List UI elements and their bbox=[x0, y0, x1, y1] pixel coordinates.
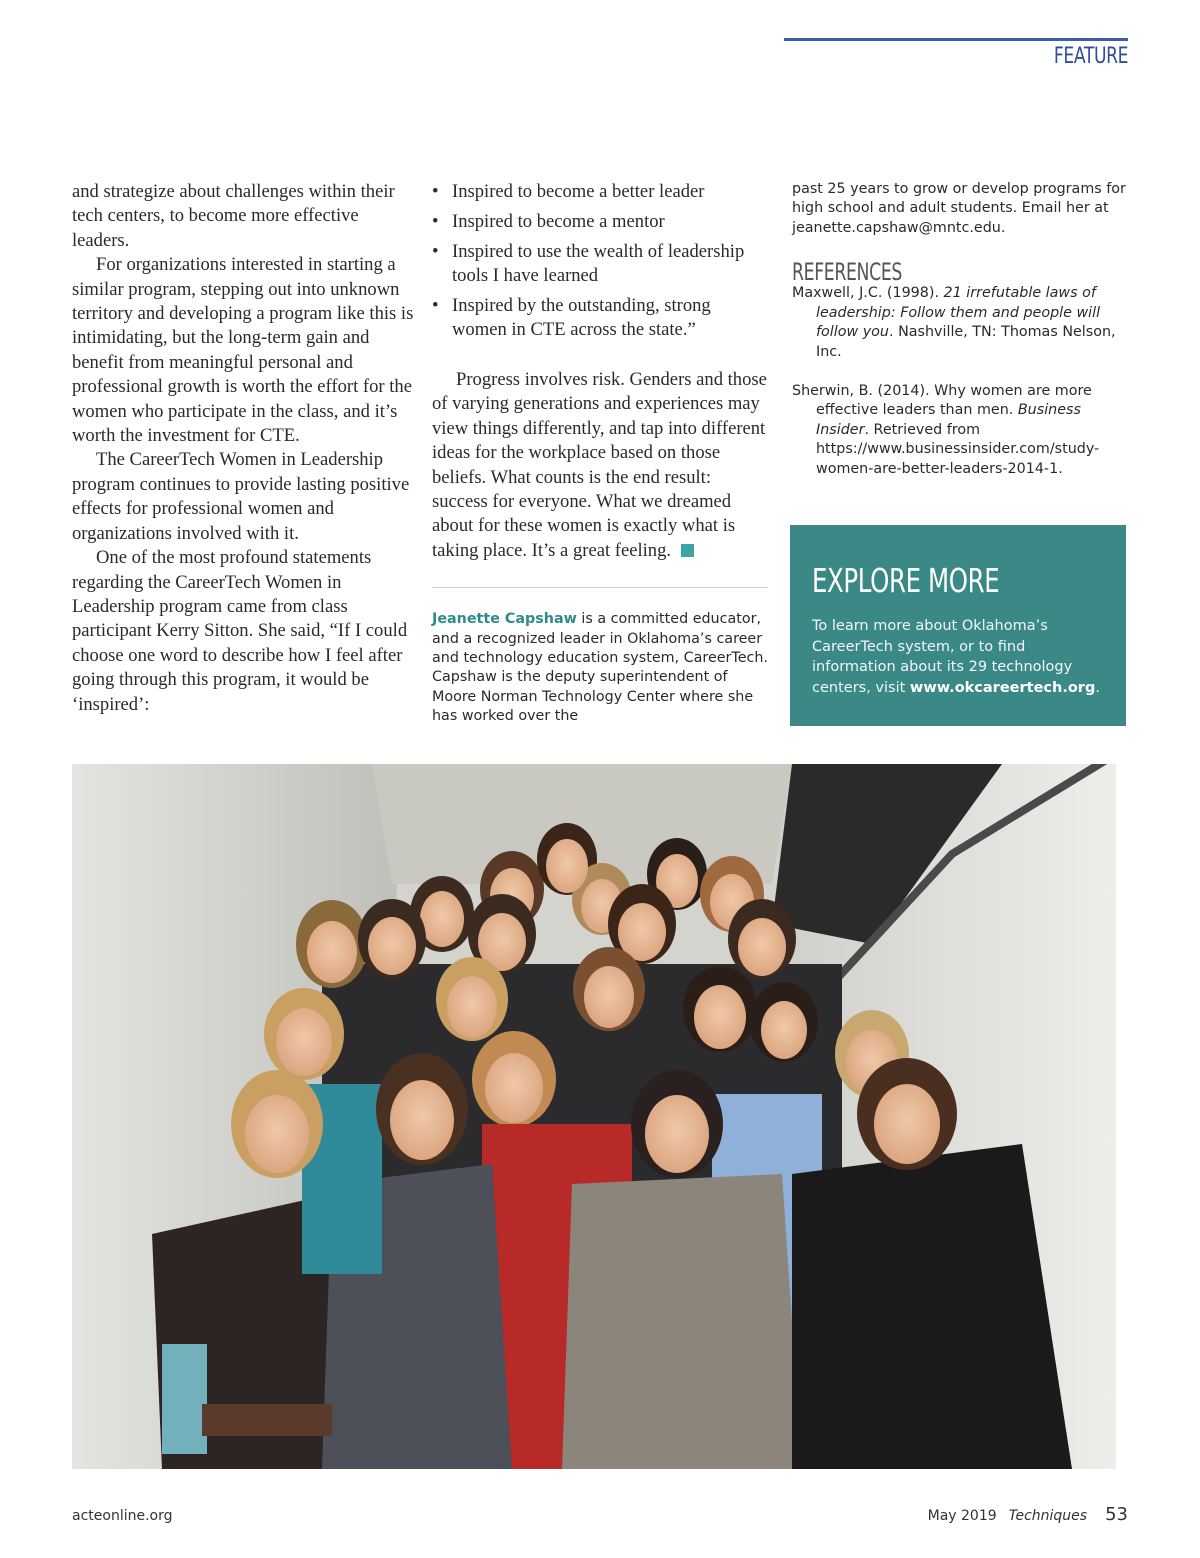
explore-more-text: To learn more about Oklahoma’s CareerTech system, or to find information about its 29 technology centers, visit www.okcareertech.org. bbox=[812, 618, 1100, 696]
column-2 bbox=[432, 180, 768, 727]
end-mark-icon bbox=[681, 544, 694, 557]
list-item: • Inspired by the outstanding, strong women in CTE across the state.” bbox=[432, 295, 711, 340]
bullet-icon: • bbox=[432, 181, 439, 202]
paragraph: and strategize about challenges within their tech centers, to become more effective leaders. bbox=[72, 181, 395, 251]
group-photo-illustration bbox=[72, 764, 1116, 1469]
reference-item: Sherwin, B. (2014). Why women are more effective leaders than men. Business Insider. Retrieved from https://www.businessinsider.com/study-women-are-better-leaders-2014-1. bbox=[792, 382, 1100, 477]
inspired-list bbox=[432, 180, 768, 342]
header-rule bbox=[784, 38, 1128, 41]
okcareertech-link[interactable]: www.okcareertech.org bbox=[909, 679, 1096, 696]
reference-item: Maxwell, J.C. (1998). 21 irrefutable laws of leadership: Follow them and people will follow you. Nashville, TN: Thomas Nelson, Inc. bbox=[792, 285, 1116, 360]
bio-divider bbox=[432, 587, 768, 588]
explore-more-title: EXPLORE MORE bbox=[812, 561, 1000, 600]
section-label: FEATURE bbox=[1053, 44, 1128, 69]
paragraph: For organizations interested in starting a similar program, stepping out into unknown territory and developing a program like this is intimidating, but the long-term gain and benefit from meaningful personal and professional growth is worth the effort for the women who participate in the class, and it’s worth the investment for CTE. bbox=[72, 254, 414, 447]
paragraph: The CareerTech Women in Leadership program continues to provide lasting positive effects for professional women and organizations involved with it. bbox=[72, 449, 410, 544]
paragraph: One of the most profound statements regarding the CareerTech Women in Leadership program came from class participant Kerry Sitton. She said, “If I could choose one word to describe how I feel after going through this program, it would be ‘inspired’: bbox=[72, 547, 408, 715]
page-number: 53 bbox=[1105, 1504, 1128, 1525]
bullet-icon: • bbox=[432, 295, 439, 316]
footer-date: May 2019 bbox=[927, 1508, 997, 1524]
closing-paragraph: Progress involves risk. Genders and those of varying generations and experiences may view things differently, and tap into different ideas for the workplace based on those beliefs. What counts is the end result: success for everyone. What we dreamed about for these women is exactly what is taking place. It’s a great feeling. bbox=[432, 369, 767, 561]
list-item: • Inspired to use the wealth of leadership tools I have learned bbox=[432, 241, 745, 286]
author-name: Jeanette Capshaw bbox=[432, 611, 577, 628]
bullet-icon: • bbox=[432, 211, 439, 232]
list-item: • Inspired to become a better leader bbox=[432, 181, 705, 202]
group-photo bbox=[72, 764, 1116, 1469]
column-3 bbox=[792, 180, 1128, 480]
bullet-icon: • bbox=[432, 241, 439, 262]
column-1 bbox=[72, 180, 414, 717]
footer-magazine: Techniques bbox=[1008, 1508, 1088, 1524]
footer-site: acteonline.org bbox=[72, 1508, 173, 1524]
explore-more-box bbox=[790, 525, 1126, 726]
author-bio: Jeanette Capshaw is a committed educator, and a recognized leader in Oklahoma’s career and technology education system, CareerTech. Capshaw is the deputy superintendent of Moore Norman Technology Center where she has worked over the bbox=[432, 611, 768, 725]
author-bio-continued: past 25 years to grow or develop programs for high school and adult students. Email her at jeanette.capshaw@mntc.edu. bbox=[792, 181, 1126, 236]
list-item: • Inspired to become a mentor bbox=[432, 211, 665, 232]
references-heading: REFERENCES bbox=[792, 258, 902, 287]
footer-info bbox=[928, 1504, 1128, 1525]
